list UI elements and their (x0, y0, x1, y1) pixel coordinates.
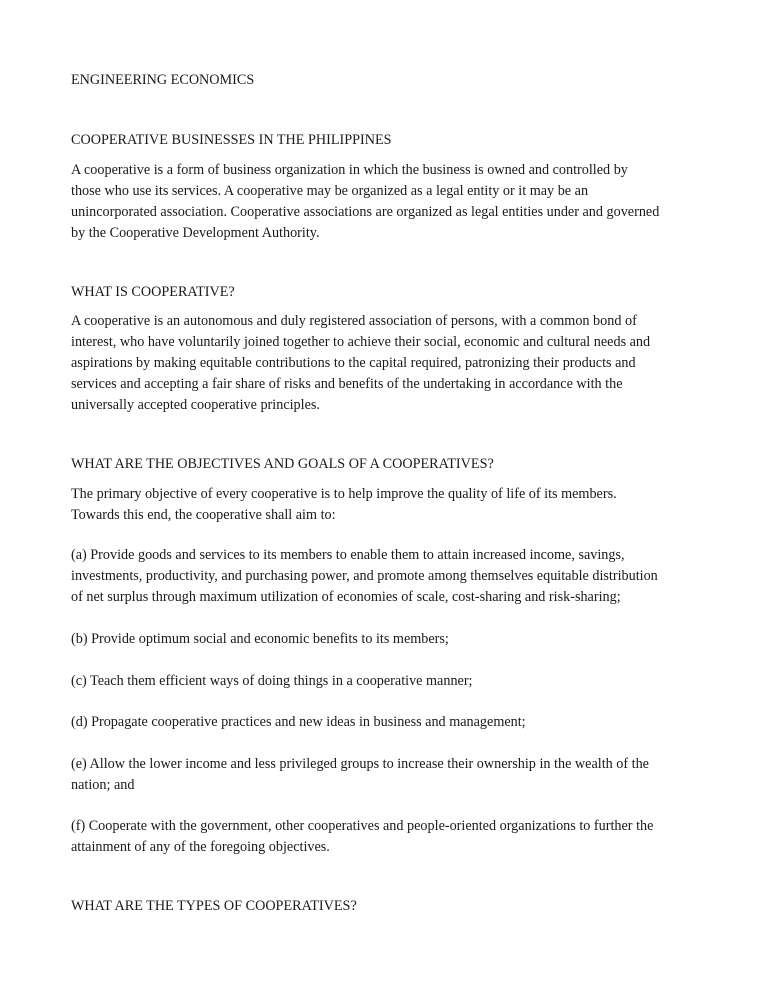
paragraph-line: aspirations by making equitable contributions to the capital required, patronizing their products and (71, 355, 636, 371)
list-item-d: (d) Propagate cooperative practices and new ideas in business and management; (71, 714, 526, 730)
intro-line: The primary objective of every cooperative is to help improve the quality of life of its members. (71, 486, 617, 502)
list-item-e-line: nation; and (71, 777, 135, 793)
list-item-f-line: (f) Cooperate with the government, other cooperatives and people-oriented organizations to further the (71, 818, 654, 834)
document-title: ENGINEERING ECONOMICS (71, 72, 255, 88)
paragraph-line: those who use its services. A cooperative may be organized as a legal entity or it may be an (71, 183, 589, 199)
list-item-b: (b) Provide optimum social and economic benefits to its members; (71, 631, 449, 647)
section-heading-cooperative-businesses: COOPERATIVE BUSINESSES IN THE PHILIPPINES (71, 132, 392, 148)
paragraph-line: unincorporated association. Cooperative associations are organized as legal entities under and governed (71, 204, 660, 220)
paragraph-line: interest, who have voluntarily joined together to achieve their social, economic and cultural needs and (71, 334, 651, 350)
list-item-f-line: attainment of any of the foregoing objectives. (71, 839, 330, 855)
list-item-a-line: (a) Provide goods and services to its members to enable them to attain increased income, savings, (71, 547, 625, 563)
list-item-a-line: investments, productivity, and purchasing power, and promote among themselves equitable distribution (71, 568, 658, 584)
paragraph-line: services and accepting a fair share of risks and benefits of the undertaking in accordance with the (71, 376, 623, 392)
list-item-c: (c) Teach them efficient ways of doing things in a cooperative manner; (71, 673, 473, 689)
section-heading-objectives-and-goals: WHAT ARE THE OBJECTIVES AND GOALS OF A COOPERATIVES? (71, 456, 494, 472)
section-heading-what-is-cooperative: WHAT IS COOPERATIVE? (71, 284, 235, 300)
paragraph-line: A cooperative is an autonomous and duly registered association of persons, with a common bond of (71, 313, 637, 329)
list-item-a-line: of net surplus through maximum utilization of economies of scale, cost-sharing and risk-sharing; (71, 589, 621, 605)
intro-line: Towards this end, the cooperative shall aim to: (71, 507, 336, 523)
section-heading-types-of-cooperatives: WHAT ARE THE TYPES OF COOPERATIVES? (71, 898, 357, 914)
paragraph-line: universally accepted cooperative principles. (71, 397, 320, 413)
paragraph-line: A cooperative is a form of business organization in which the business is owned and controlled by (71, 162, 628, 178)
paragraph-line: by the Cooperative Development Authority. (71, 225, 320, 241)
list-item-e-line: (e) Allow the lower income and less privileged groups to increase their ownership in the wealth of the (71, 756, 649, 772)
